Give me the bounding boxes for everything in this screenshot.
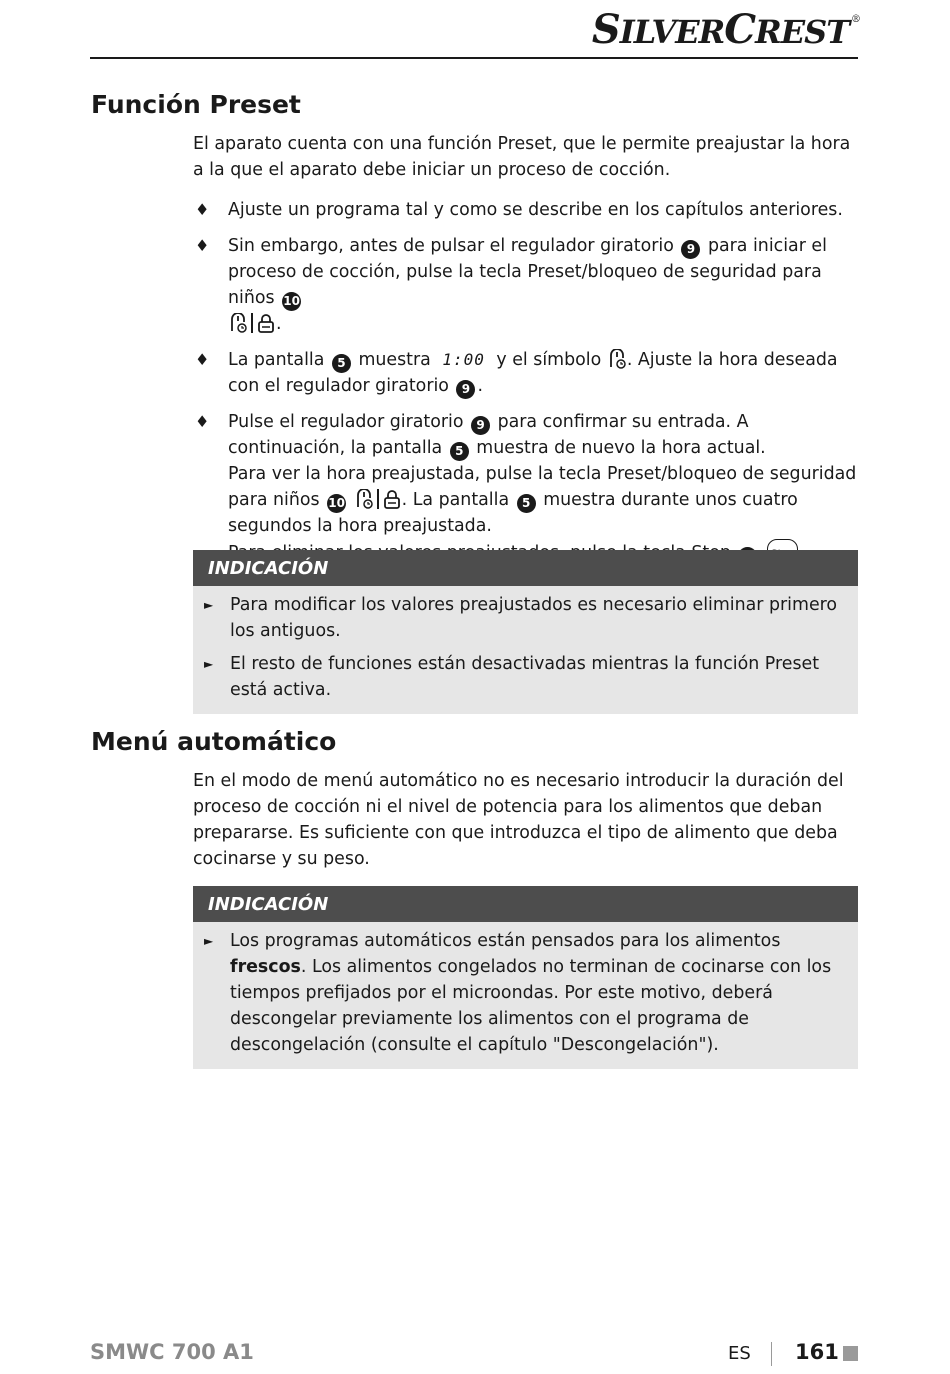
step-2: ♦ Sin embargo, antes de pulsar el regulador giratorio 9 para iniciar el proceso de cocción, pulse la tecla Preset/bloqueo de seguridad para niños 10 . [193,233,858,337]
divider [377,489,379,509]
model-number: SMWC 700 A1 [90,1340,254,1364]
note-box-auto-menu [193,886,858,1069]
preset-intro: El aparato cuenta con una función Preset, que le permite preajustar la hora a la que el aparato debe iniciar un proceso de cocción. [193,134,851,180]
note-item: ► El resto de funciones están desactivadas mientras la función Preset está activa. [193,651,848,703]
language-code: ES [728,1343,751,1364]
diamond-bullet-icon: ♦ [195,200,210,219]
diamond-bullet-icon: ♦ [195,412,210,431]
ref-number: 5 [517,494,536,513]
triangle-arrow-icon: ► [204,598,214,612]
ref-number: 9 [456,380,475,399]
triangle-arrow-icon: ► [204,657,214,671]
child-lock-icon [383,489,401,509]
page-number: 161 [795,1340,839,1364]
note-heading: INDICACIÓN [193,550,858,586]
preset-timer-icon [355,489,373,509]
note-item: ► Los programas automáticos están pensados para los alimentos frescos. Los alimentos congelados no terminan de cocinarse con los tiempos prefijados por el microondas. Por este motivo, deberá descongelar previamente los alimentos con el programa de descongelación (consulte el capítulo "Descongelación"). [193,928,848,1058]
diamond-bullet-icon: ♦ [195,350,210,369]
header-rule [90,57,858,59]
note-heading: INDICACIÓN [193,886,858,922]
display-readout: 1:00 [442,350,485,369]
ref-number: 5 [332,354,351,373]
ref-number: 9 [681,240,700,259]
brand-logo: SILVERCREST ® [591,6,860,53]
diamond-bullet-icon: ♦ [195,236,210,255]
note-box-preset [193,550,858,714]
section-title-auto-menu: Menú automático [91,727,337,756]
footer-divider [771,1342,772,1366]
note-list [193,922,858,1069]
note-item: ► Para modificar los valores preajustados es necesario eliminar primero los antiguos. [193,592,848,644]
step-3: ♦ La pantalla 5 muestra 1:00 y el símbolo . Ajuste la hora deseada con el regulador giratorio 9 . [193,347,858,399]
preset-steps [193,197,858,579]
ref-number: 9 [471,416,490,435]
step-1: ♦ Ajuste un programa tal y como se describe en los capítulos anteriores. [193,197,858,223]
divider [251,313,253,333]
ref-number: 5 [450,442,469,461]
section-title-preset: Función Preset [91,90,301,119]
ref-number: 10 [327,494,346,513]
step-4: ♦ Pulse el regulador giratorio 9 para confirmar su entrada. A continuación, la pantalla 5 muestra de nuevo la hora actual. Para ver la hora preajustada, pulse la tecla Preset/bloqueo de seguridad para niños 10 . La pantalla 5 muestra durante unos cuatro segundos la hora preajustada. [193,409,858,569]
auto-menu-intro: En el modo de menú automático no es necesario introducir la duración del proceso de cocción ni el nivel de potencia para los alimentos que deban prepararse. Es suficiente con que introduzca el tipo de alimento que deba cocinarse y su peso. [193,771,844,869]
triangle-arrow-icon: ► [204,934,214,948]
preset-timer-icon [608,349,626,369]
square-marker-icon [843,1346,858,1361]
preset-timer-icon [229,313,247,333]
note-list [193,586,858,714]
child-lock-icon [257,313,275,333]
ref-number: 10 [282,292,301,311]
